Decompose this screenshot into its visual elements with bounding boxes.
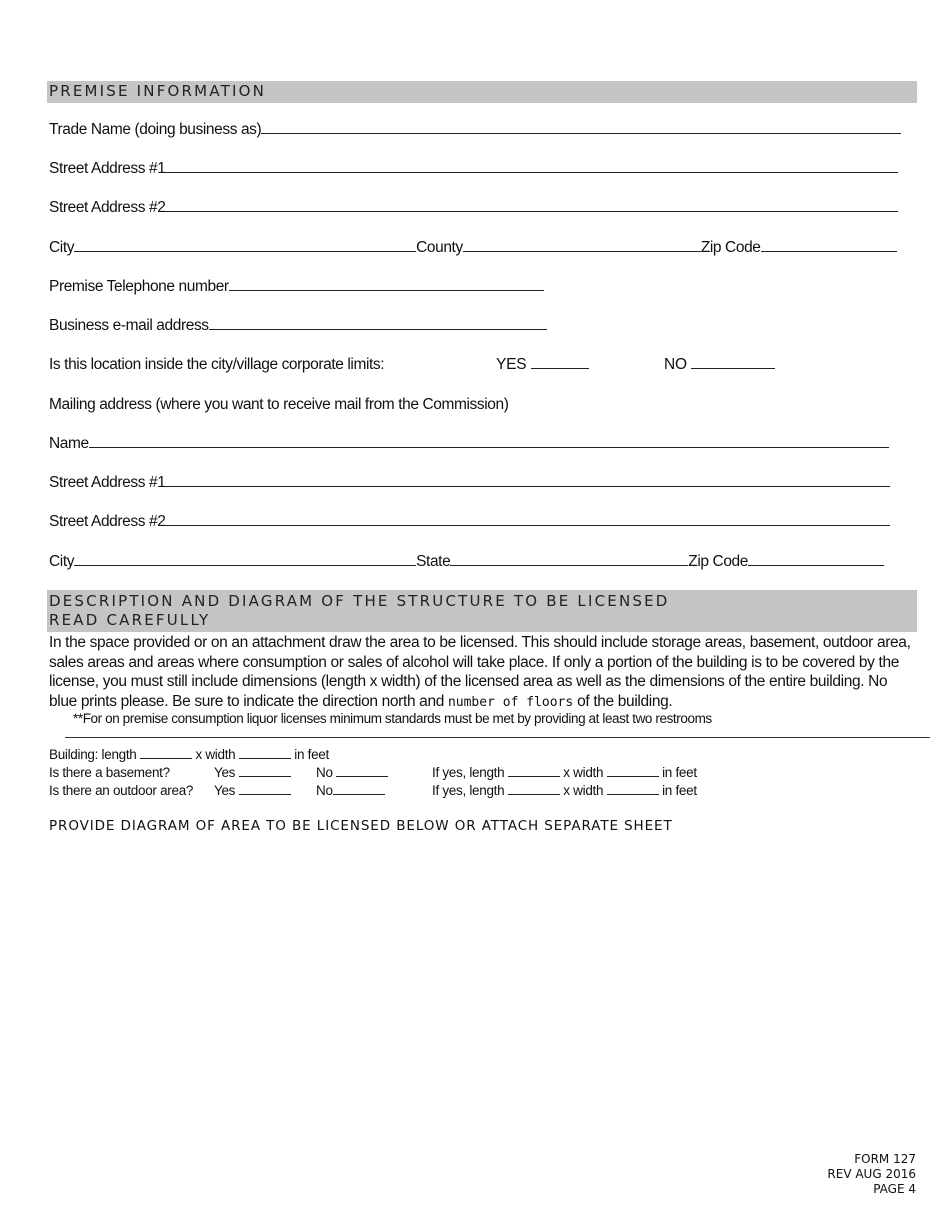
premise-city-label: City: [49, 239, 75, 256]
premise-street2-label: Street Address #2: [49, 199, 166, 216]
mailing-zip-label: Zip Code: [688, 553, 748, 570]
basement-no-label: No: [316, 765, 333, 780]
basement-question: Is there a basement?: [49, 765, 170, 780]
description-instructions: [49, 633, 919, 712]
building-dimensions-row: [49, 747, 329, 762]
mailing-street2-field[interactable]: [165, 513, 890, 526]
premise-street1-label: Street Address #1: [49, 160, 166, 177]
form-footer: [827, 1152, 916, 1197]
outdoor-no-field[interactable]: [333, 784, 385, 795]
premise-section-title: PREMISE INFORMATION: [49, 82, 267, 100]
mailing-heading: Mailing address (where you want to receive mail from the Commission): [49, 396, 509, 413]
mailing-name-field[interactable]: [89, 435, 889, 448]
premise-zip-label: Zip Code: [700, 239, 761, 256]
premise-county-field[interactable]: [463, 239, 701, 252]
premise-city-field[interactable]: [74, 239, 416, 252]
premise-section-header: [47, 81, 917, 103]
basement-yes-field[interactable]: [239, 766, 291, 777]
mailing-city-row: [49, 553, 884, 571]
corporate-limits-yes: [496, 356, 589, 374]
mailing-name-label: Name: [49, 435, 89, 452]
outdoor-width-label: x width: [563, 783, 604, 798]
restroom-note: **For on premise consumption liquor licenses minimum standards must be met by providing at least two restrooms: [73, 711, 712, 726]
building-length-label: Building: length: [49, 747, 137, 762]
outdoor-yes-field[interactable]: [239, 784, 291, 795]
outdoor-no: [316, 783, 385, 798]
basement-no: [316, 765, 388, 780]
basement-length-field[interactable]: [508, 766, 560, 777]
mailing-street2-label: Street Address #2: [49, 513, 166, 530]
mailing-street2-row: [49, 513, 890, 531]
basement-no-field[interactable]: [336, 766, 388, 777]
corporate-limits-no: [664, 356, 775, 374]
basement-width-label: x width: [563, 765, 604, 780]
corporate-limits-row: [49, 356, 384, 374]
mailing-heading-row: [49, 396, 509, 414]
outdoor-yes: [214, 783, 291, 798]
outdoor-dimensions: [432, 783, 697, 798]
outdoor-length-field[interactable]: [508, 784, 560, 795]
premise-street1-row: [49, 160, 898, 178]
email-field[interactable]: [209, 317, 547, 330]
telephone-label: Premise Telephone number: [49, 278, 229, 295]
diagram-instruction: PROVIDE DIAGRAM OF AREA TO BE LICENSED BELOW OR ATTACH SEPARATE SHEET: [49, 818, 673, 834]
mailing-name-row: [49, 435, 889, 453]
building-width-label: x width: [195, 747, 236, 762]
mailing-state-label: State: [416, 553, 451, 570]
outdoor-width-field[interactable]: [607, 784, 659, 795]
premise-street2-row: [49, 199, 898, 217]
instructions-text-end: of the building.: [573, 692, 673, 710]
building-feet-label: in feet: [294, 747, 329, 762]
form-number: FORM 127: [854, 1152, 916, 1166]
email-label: Business e-mail address: [49, 317, 209, 334]
basement-yes: [214, 765, 291, 780]
mailing-zip-field[interactable]: [748, 553, 884, 566]
outdoor-no-label: No: [316, 783, 333, 798]
premise-street2-field[interactable]: [165, 199, 898, 212]
mailing-street1-label: Street Address #1: [49, 474, 166, 491]
premise-street1-field[interactable]: [165, 160, 898, 173]
outdoor-question: Is there an outdoor area?: [49, 783, 194, 798]
trade-name-field[interactable]: [261, 121, 901, 134]
email-row: [49, 317, 547, 335]
premise-city-row: [49, 239, 897, 257]
telephone-row: [49, 278, 544, 296]
corporate-limits-yes-field[interactable]: [531, 356, 589, 369]
outdoor-length-label: If yes, length: [432, 783, 505, 798]
mailing-city-label: City: [49, 553, 75, 570]
outdoor-yes-label: Yes: [214, 783, 236, 798]
divider-line: [65, 737, 930, 738]
corporate-limits-yes-label: YES: [496, 356, 527, 373]
corporate-limits-question: Is this location inside the city/village corporate limits:: [49, 356, 385, 373]
basement-width-field[interactable]: [607, 766, 659, 777]
premise-zip-field[interactable]: [761, 239, 897, 252]
description-section-title: DESCRIPTION AND DIAGRAM OF THE STRUCTURE TO BE LICENSED: [49, 592, 670, 610]
instructions-text: In the space provided or on an attachment draw the area to be licensed. This should include storage areas, basement, outdoor area, sales areas and areas where consumption or sales of alcohol will take place. If only a portion of the building is to be covered by the license, you must still include dimensions (length x width) of the licensed area as well as the dimensions of the entire building. No blue prints please. Be sure to indicate the direction north and: [49, 634, 911, 710]
building-length-field[interactable]: [140, 748, 192, 759]
mailing-city-field[interactable]: [74, 553, 416, 566]
description-section-header: [47, 590, 917, 632]
mailing-state-field[interactable]: [450, 553, 688, 566]
corporate-limits-no-label: NO: [664, 356, 687, 373]
building-width-field[interactable]: [239, 748, 291, 759]
instructions-floors-text: number of floors: [447, 694, 574, 710]
basement-yes-label: Yes: [214, 765, 236, 780]
description-section-subtitle: READ CAREFULLY: [49, 611, 211, 629]
form-revision: REV AUG 2016: [827, 1167, 916, 1181]
telephone-field[interactable]: [229, 278, 544, 291]
basement-feet-label: in feet: [662, 765, 697, 780]
page-number: PAGE 4: [873, 1182, 916, 1196]
basement-length-label: If yes, length: [432, 765, 505, 780]
trade-name-row: [49, 121, 901, 139]
mailing-street1-row: [49, 474, 890, 492]
corporate-limits-no-field[interactable]: [691, 356, 775, 369]
trade-name-label: Trade Name (doing business as): [49, 121, 262, 138]
basement-dimensions: [432, 765, 697, 780]
premise-county-label: County: [416, 239, 463, 256]
outdoor-feet-label: in feet: [662, 783, 697, 798]
mailing-street1-field[interactable]: [165, 474, 890, 487]
